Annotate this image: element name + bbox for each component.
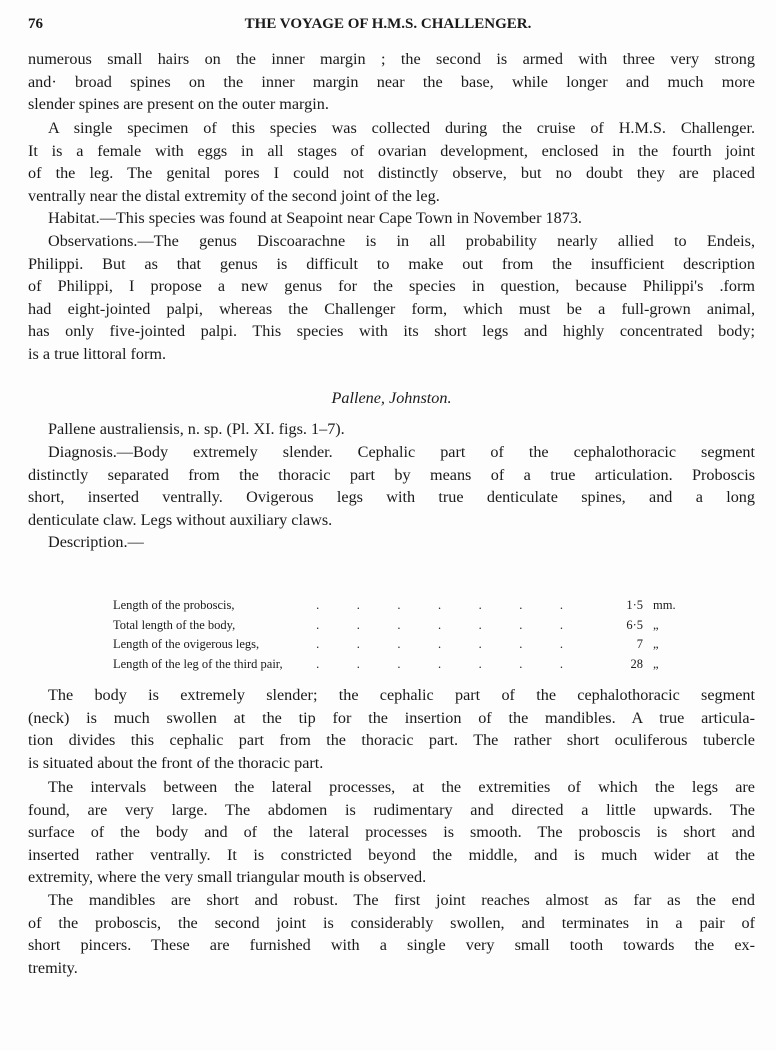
text-line: of Philippi, I propose a new genus for the species in question, because Philippi's .form (28, 277, 755, 296)
text-line: short, inserted ventrally. Ovigerous legs with true denticulate spines, and a long (28, 488, 755, 507)
text-line: inserted rather ventrally. It is constricted beyond the middle, and is much wider at the (28, 845, 755, 864)
measurement-unit: „ (653, 637, 659, 651)
text-line: slender spines are present on the outer margin. (28, 95, 329, 114)
text-line: distinctly separated from the thoracic part by means of a true articulation. Proboscis (28, 465, 755, 484)
genus-heading-block (28, 387, 755, 410)
paragraph (28, 230, 755, 366)
measurement-value: 7 (636, 637, 643, 651)
text-line: Diagnosis.—Body extremely slender. Cephalic part of the cephalothoracic segment (48, 443, 755, 461)
measurement-value: 28 (630, 656, 643, 671)
text-line: ventrally near the distal extremity of the second joint of the leg. (28, 186, 440, 205)
text-line: had eight-jointed palpi, whereas the Challenger form, which must be a full-grown animal, (28, 299, 755, 318)
text-line: is a true littoral form. (28, 344, 167, 363)
text-line: of the leg. The genital pores I could not distinctly observe, but no doubt they are placed (28, 164, 755, 183)
text-line: numerous small hairs on the inner margin ; the second is armed with three very strong (28, 50, 755, 68)
paragraph (28, 207, 755, 230)
text-line: tremity. (28, 958, 78, 977)
page-number: 76 (28, 16, 43, 32)
text-line: short pincers. These are furnished with a single very small tooth towards the ex- (28, 936, 755, 955)
leader-dots: . . . . . . . (313, 598, 563, 612)
measurement-row (113, 635, 713, 655)
measurement-unit: „ (653, 656, 659, 671)
measurement-label: Length of the proboscis, (113, 598, 235, 612)
paragraph (28, 531, 755, 554)
measurement-label: Length of the leg of the third pair, (113, 656, 283, 671)
text-line: Description.— (48, 533, 144, 551)
paragraph (28, 117, 755, 207)
paragraph (28, 684, 755, 774)
text-line: surface of the body and of the lateral processes is smooth. The proboscis is short and (28, 823, 755, 842)
leader-dots: . . . . . . . (313, 656, 563, 671)
text-line: A single specimen of this species was collected during the cruise of H.M.S. Challenger. (48, 119, 755, 137)
text-line: of the proboscis, the second joint is considerably swollen, and terminates in a pair of (28, 913, 755, 932)
text-line: It is a female with eggs in all stages of ovarian development, enclosed in the fourth joint (28, 141, 755, 160)
text-line: found, are very large. The abdomen is rudimentary and directed a little upwards. The (28, 800, 755, 819)
text-line: is situated about the front of the thoracic part. (28, 753, 324, 772)
paragraph (28, 776, 755, 889)
running-title: THE VOYAGE OF H.M.S. CHALLENGER. (244, 16, 532, 32)
text-line: extremity, where the very small triangular mouth is observed. (28, 868, 427, 887)
leader-dots: . . . . . . . (313, 617, 563, 632)
text-line: tion divides this cephalic part from the thoracic part. The rather short oculiferous tubercle (28, 731, 755, 750)
paragraph (28, 418, 755, 441)
text-line: The body is extremely slender; the cephalic part of the cephalothoracic segment (48, 686, 755, 704)
measurement-value: 1·5 (626, 598, 643, 612)
text-line: Habitat.—This species was found at Seapoint near Cape Town in November 1873. (48, 209, 582, 227)
genus-heading: Pallene, Johnston. (331, 389, 452, 407)
text-line: Pallene australiensis, n. sp. (Pl. XI. figs. 1–7). (48, 420, 345, 438)
text-line: has only five-jointed palpi. This species with its short legs and highly concentrated body; (28, 322, 755, 341)
text-line: The mandibles are short and robust. The first joint reaches almost as far as the end (48, 891, 755, 909)
measurement-row (113, 616, 713, 636)
text-line: and· broad spines on the inner margin near the base, while longer and much more (28, 72, 755, 91)
measurement-row (113, 596, 713, 616)
paragraph (28, 441, 755, 531)
measurements-table (113, 596, 713, 674)
text-line: Philippi. But as that genus is difficult to make out from the insufficient description (28, 254, 755, 273)
measurement-unit: „ (653, 617, 659, 632)
text-line: The intervals between the lateral processes, at the extremities of which the legs are (48, 778, 755, 796)
text-line: (neck) is much swollen at the tip for the insertion of the mandibles. A true articula- (28, 708, 755, 727)
paragraph (28, 48, 755, 116)
measurement-unit: mm. (653, 598, 676, 612)
text-line: Observations.—The genus Discoarachne is in all probability nearly allied to Endeis, (48, 232, 755, 250)
leader-dots: . . . . . . . (313, 637, 563, 651)
measurement-label: Total length of the body, (113, 617, 236, 632)
measurement-row (113, 655, 713, 675)
text-line: denticulate claw. Legs without auxiliary claws. (28, 510, 333, 529)
measurement-value: 6·5 (626, 617, 643, 632)
measurement-label: Length of the ovigerous legs, (113, 637, 260, 651)
paragraph (28, 889, 755, 979)
